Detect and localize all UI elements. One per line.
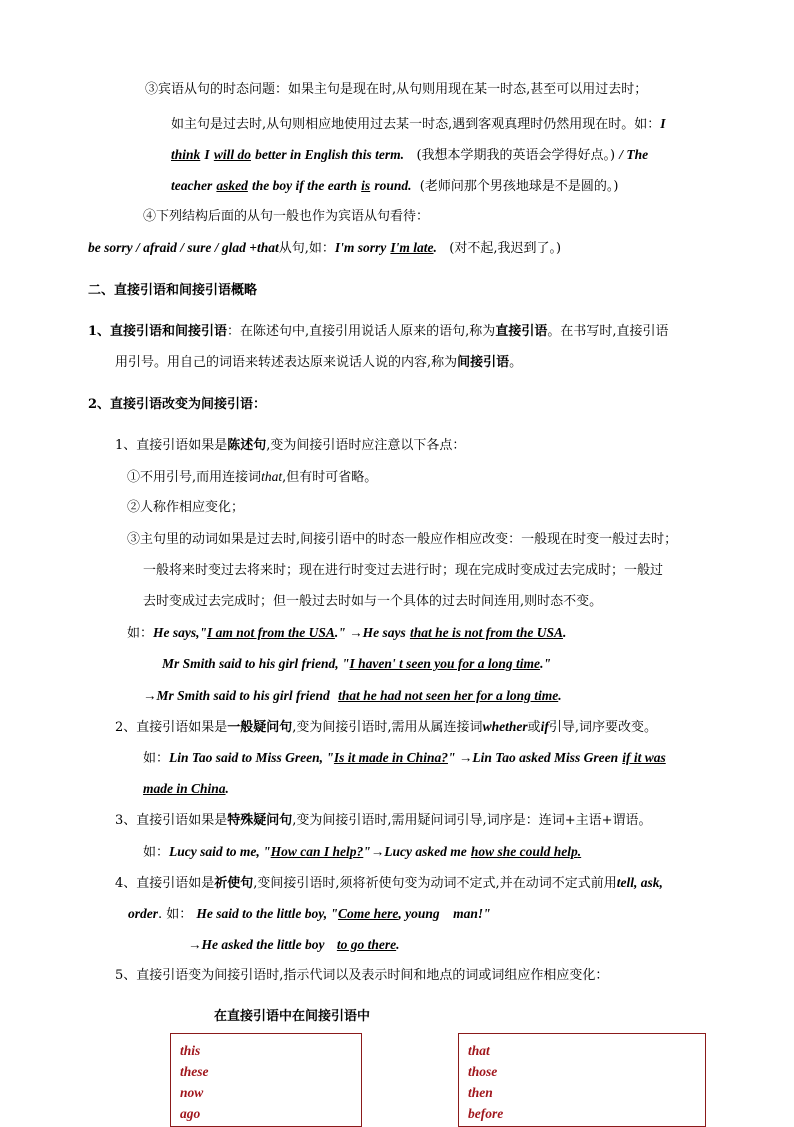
section-heading: 二、直接引语和间接引语概略	[88, 283, 258, 298]
clause-tense-example-1: think I will do better in English this term. (我想本学期我的英语会学得好点。) / The	[171, 147, 649, 163]
structure-note: ④下列结构后面的从句一般也作为宾语从句看待：	[143, 209, 430, 224]
rule-2: 2、直接引语如果是一般疑问句,变为间接引语时,需用从属连接词whether或if引导,词序要改变。	[115, 719, 657, 735]
be-sorry-example: be sorry / afraid / sure / glad +that从句,如：I'm sorry I'm late. (对不起,我迟到了。)	[88, 240, 562, 256]
rule-5: 5、直接引语变为间接引语时,指示代词以及表示时间和地点的词或词组应作相应变化：	[115, 968, 609, 983]
rule-4-line-1: 4、直接引语如是祈使句,变间接引语时,须将祈使句变为动词不定式,并在动词不定式前用tell, ask,	[115, 875, 663, 891]
example-3: →Mr Smith said to his girl friend that he had not seen her for a long time.	[143, 688, 562, 703]
example-5: 如：Lucy said to me, "How can I help?"→Lucy asked me how she could help.	[143, 844, 582, 860]
rule-1: 1、直接引语如果是陈述句,变为间接引语时应注意以下各点：	[115, 438, 466, 453]
example-4-line-1: 如：Lin Tao said to Miss Green, "Is it made in China?" →Lin Tao asked Miss Green if it was	[143, 750, 666, 766]
clause-tense-example-2: teacher asked the boy if the earth is round. (老师问那个男孩地球是不是圆的。)	[171, 178, 619, 194]
direct-word: this	[180, 1043, 201, 1058]
clause-tense-line-1: ③宾语从句的时态问题：如果主句是现在时,从句则用现在某一时态,甚至可以用过去时；	[145, 82, 648, 97]
indirect-word: those	[468, 1064, 498, 1079]
rule-3: 3、直接引语如果是特殊疑问句,变为间接引语时,需用疑问词引导,词序是：连词+主语+谓语。	[115, 813, 652, 828]
example-2: Mr Smith said to his girl friend, "I haven' t seen you for a long time."	[162, 656, 551, 671]
rule-1-item-3-line-2: 一般将来时变过去将来时；现在进行时变过去进行时；现在完成时变成过去完成时；一般过	[143, 563, 664, 578]
rule-1-item-1: ①不用引号,而用连接词that,但有时可省略。	[127, 469, 378, 485]
direct-speech-words-box	[170, 1033, 362, 1127]
table-header: 在直接引语中在间接引语中	[214, 1009, 371, 1024]
indirect-word: then	[468, 1085, 493, 1100]
direct-word: now	[180, 1085, 204, 1100]
indirect-speech-words-box	[458, 1033, 706, 1127]
example-6: →He asked the little boy to go there.	[188, 937, 400, 952]
clause-tense-line-2: 如主句是过去时,从句则相应地使用过去某一时态,遇到客观真理时仍然用现在时。如：I	[171, 116, 666, 132]
direct-word: ago	[180, 1106, 201, 1121]
example-4-line-2: made in China.	[143, 781, 229, 796]
indirect-word: before	[468, 1106, 504, 1121]
example-1: 如：He says,"I am not from the USA." →He says that he is not from the USA.	[127, 625, 567, 641]
conversion-heading: 2、直接引语改变为间接引语：	[88, 397, 267, 412]
definition-line-1: 1、直接引语和间接引语：在陈述句中,直接引用说话人原来的语句,称为直接引语。在书写时,直接引语	[88, 324, 669, 339]
indirect-word: that	[468, 1043, 490, 1058]
rule-1-item-3-line-3: 去时变成过去完成时；但一般过去时如与一个具体的过去时间连用,则时态不变。	[143, 594, 603, 609]
rule-1-item-3-line-1: ③主句里的动词如果是过去时,间接引语中的时态一般应作相应改变：一般现在时变一般过去时；	[127, 532, 678, 547]
rule-1-item-2: ②人称作相应变化；	[127, 500, 245, 515]
direct-word: these	[180, 1064, 209, 1079]
rule-4-line-2: order. 如： He said to the little boy, "Come here, young man!"	[128, 906, 491, 922]
definition-line-2: 用引号。用自己的词语来转述表达原来说话人说的内容,称为间接引语。	[115, 355, 523, 370]
